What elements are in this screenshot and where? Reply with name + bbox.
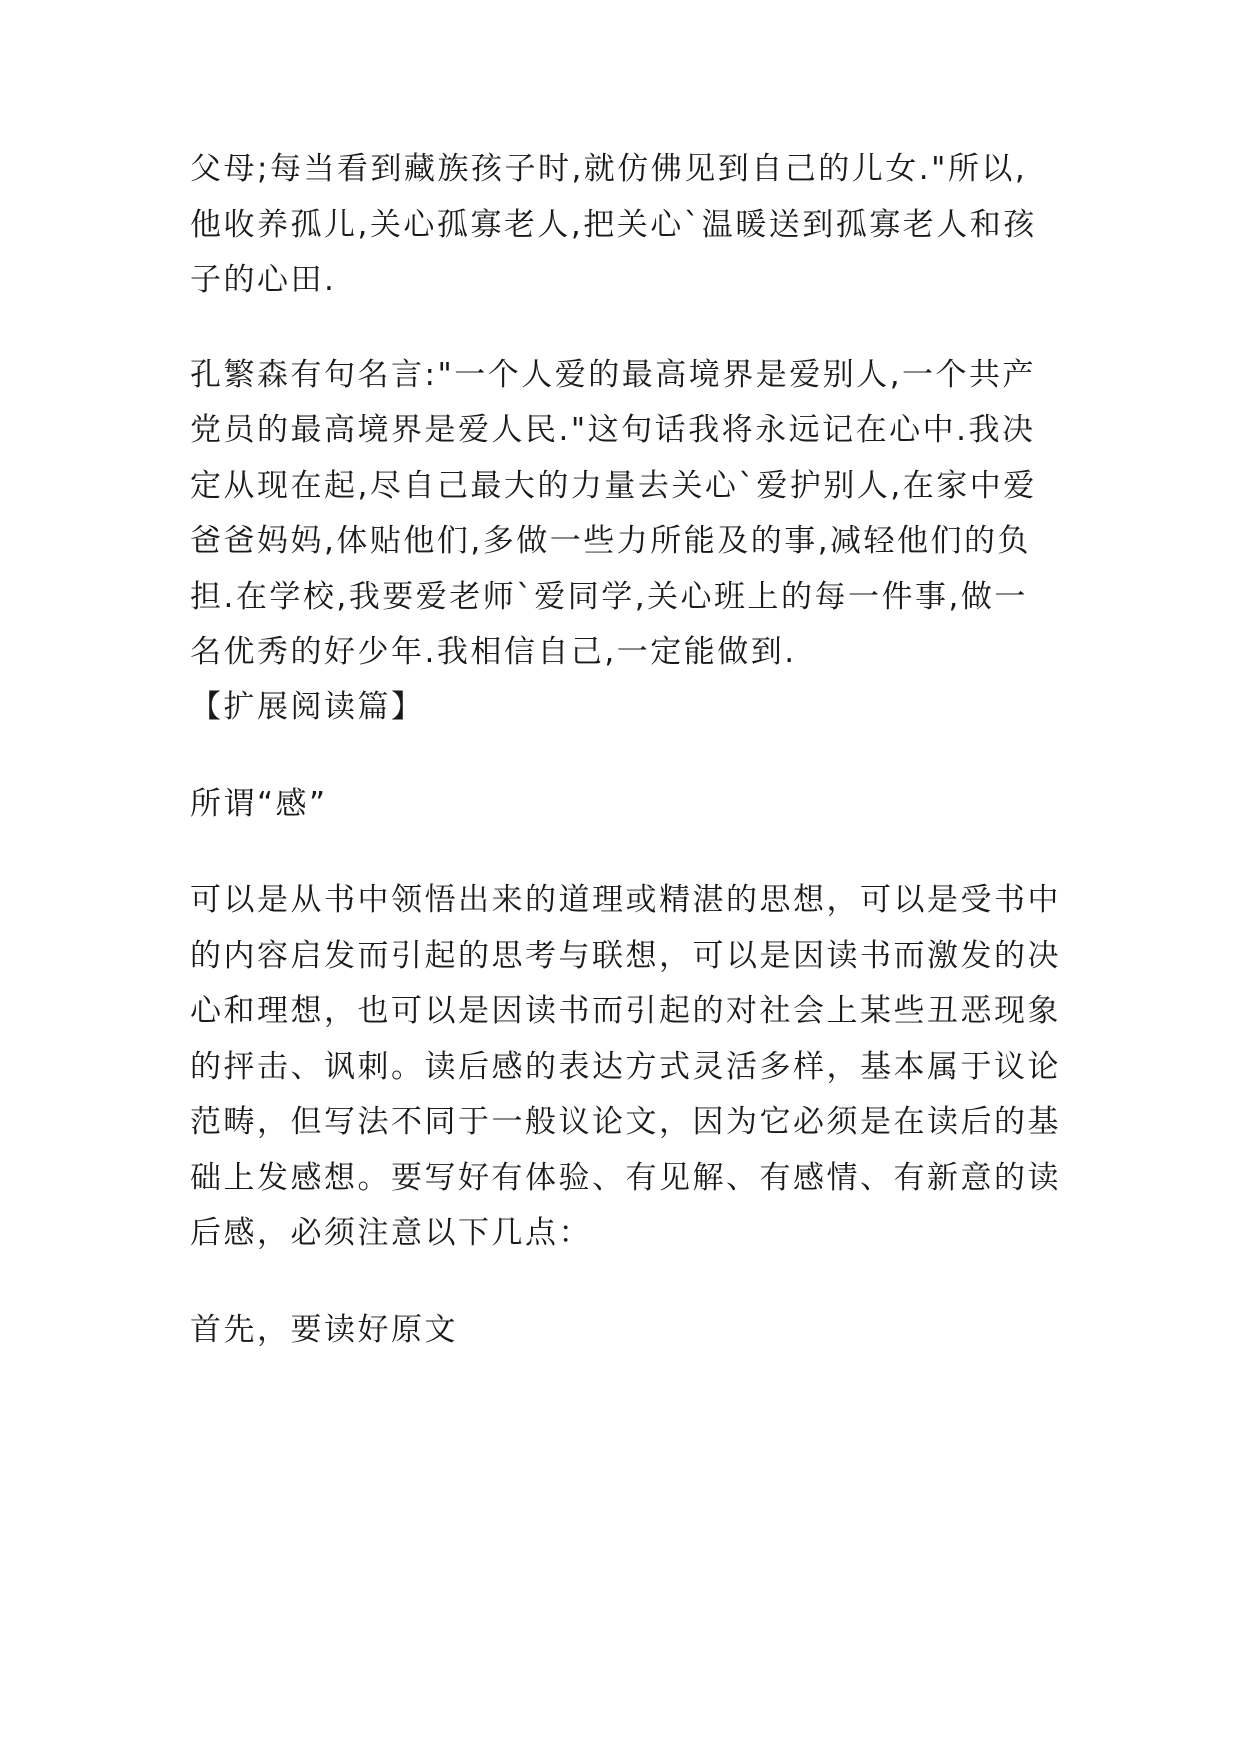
- paragraph-first-step: 首先，要读好原文: [190, 1312, 458, 1348]
- text-line: 爸爸妈妈,体贴他们,多做一些力所能及的事,减轻他们的负: [190, 523, 1032, 559]
- text-line: 孔繁森有句名言:"一个人爱的最高境界是爱别人,一个共产: [190, 357, 1037, 393]
- text-line: 可以是从书中领悟出来的道理或精湛的思想，可以是受书中: [190, 882, 1061, 918]
- text-line: 心和理想，也可以是因读书而引起的对社会上某些丑恶现象: [190, 993, 1061, 1029]
- text-line: 后感，必须注意以下几点：: [190, 1215, 592, 1251]
- text-line: 他收养孤儿,关心孤寡老人,把关心`温暖送到孤寡老人和孩: [190, 207, 1037, 243]
- text-line: 的抨击、讽刺。读后感的表达方式灵活多样，基本属于议论: [190, 1049, 1061, 1085]
- text-line: 名优秀的好少年.我相信自己,一定能做到.: [190, 634, 797, 670]
- text-line: 担.在学校,我要爱老师`爱同学,关心班上的每一件事,做一: [190, 579, 1028, 615]
- text-line: 的内容启发而引起的思考与联想，可以是因读书而激发的决: [190, 938, 1061, 974]
- text-line: 定从现在起,尽自己最大的力量去关心`爱护别人,在家中爱: [190, 468, 1037, 504]
- text-line: 子的心田.: [190, 262, 337, 298]
- text-line: 范畴，但写法不同于一般议论文，因为它必须是在读后的基: [190, 1104, 1061, 1140]
- text-line: 础上发感想。要写好有体验、有见解、有感情、有新意的读: [190, 1160, 1061, 1196]
- text-line: 党员的最高境界是爱人民."这句话我将永远记在心中.我决: [190, 412, 1036, 448]
- subheading: 所谓“感”: [190, 786, 328, 822]
- section-heading: 【扩展阅读篇】: [190, 689, 425, 725]
- text-line: 父母;每当看到藏族孩子时,就仿佛见到自己的儿女."所以,: [190, 151, 1028, 187]
